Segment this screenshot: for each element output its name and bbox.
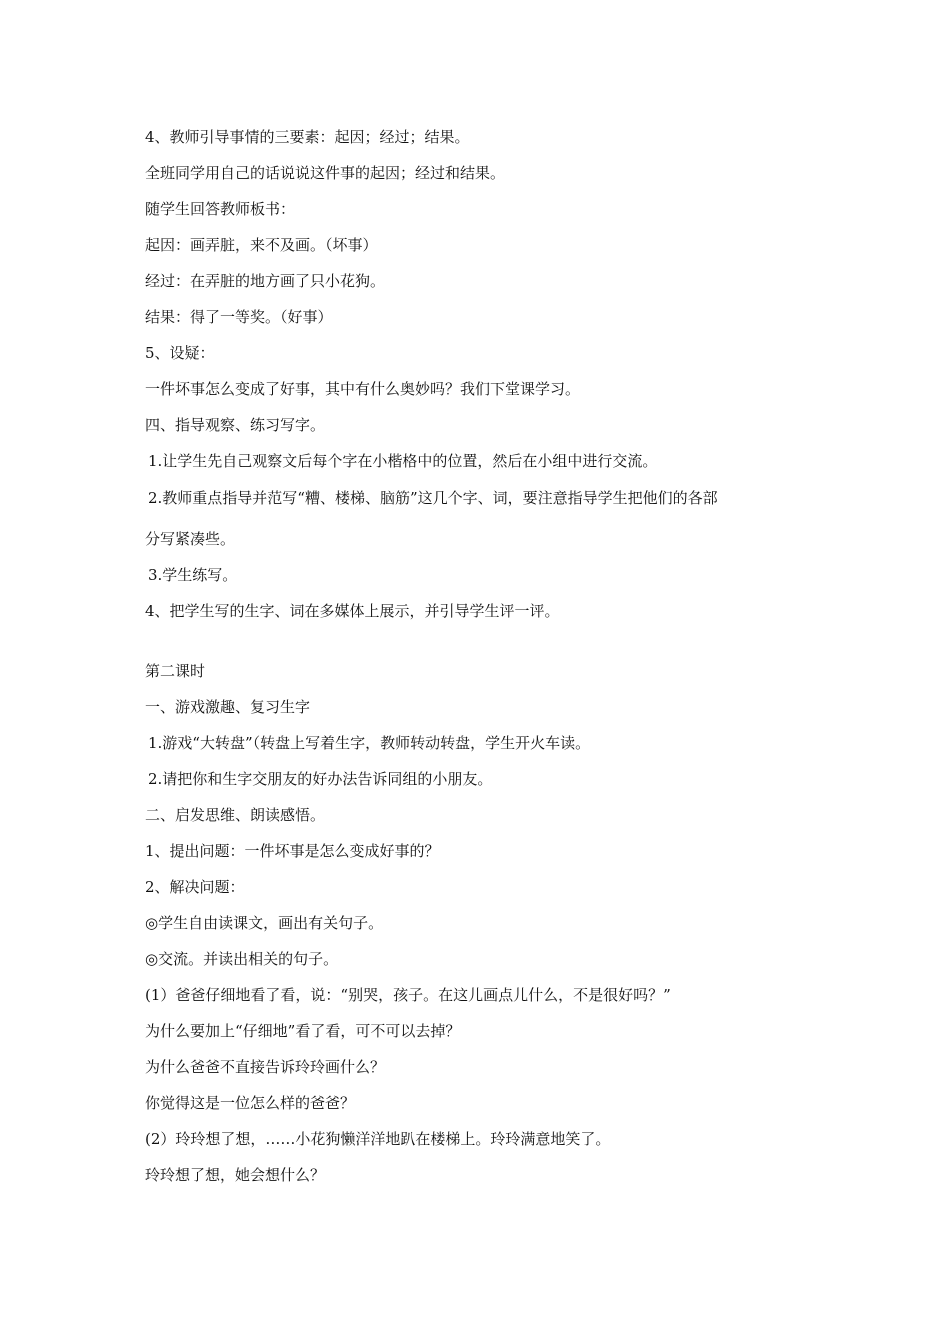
text-line: ◎学生自由读课文，画出有关句子。 xyxy=(145,914,384,932)
section-heading: 二、启发思维、朗读感悟。 xyxy=(145,806,326,824)
text-line: 经过：在弄脏的地方画了只小花狗。 xyxy=(145,272,386,290)
section-heading: 四、指导观察、练习写字。 xyxy=(145,416,326,434)
text-line: 2.请把你和生字交朋友的好办法告诉同组的小朋友。 xyxy=(148,770,493,788)
text-line: 结果：得了一等奖。（好事） xyxy=(145,308,333,326)
text-line: ◎交流。并读出相关的句子。 xyxy=(145,950,339,968)
text-line: 4、教师引导事情的三要素：起因；经过；结果。 xyxy=(145,128,470,146)
text-line: 随学生回答教师板书： xyxy=(145,200,296,218)
lesson-heading: 第二课时 xyxy=(145,662,206,680)
text-line: 一件坏事怎么变成了好事，其中有什么奥妙吗？我们下堂课学习。 xyxy=(145,380,581,398)
section-heading: 一、游戏激趣、复习生字 xyxy=(145,698,311,716)
text-line: 1.让学生先自己观察文后每个字在小楷格中的位置，然后在小组中进行交流。 xyxy=(148,452,658,470)
text-line: 你觉得这是一位怎么样的爸爸？ xyxy=(145,1094,356,1112)
text-line: (2）玲玲想了想，……小花狗懒洋洋地趴在楼梯上。玲玲满意地笑了。 xyxy=(145,1130,611,1148)
text-line: (1）爸爸仔细地看了看，说：“别哭，孩子。在这儿画点儿什么，不是很好吗？” xyxy=(145,986,671,1004)
text-line: 2、解决问题： xyxy=(145,878,245,896)
text-line: 玲玲想了想，她会想什么？ xyxy=(145,1166,326,1184)
text-line: 为什么爸爸不直接告诉玲玲画什么？ xyxy=(145,1058,386,1076)
text-line: 1.游戏“大转盘”（转盘上写着生字，教师转动转盘，学生开火车读。 xyxy=(148,734,591,752)
text-line: 1、提出问题：一件坏事是怎么变成好事的？ xyxy=(145,842,440,860)
text-line: 4、把学生写的生字、词在多媒体上展示，并引导学生评一评。 xyxy=(145,602,560,620)
text-line: 2.教师重点指导并范写“糟、楼梯、脑筋”这几个字、词，要注意指导学生把他们的各部 xyxy=(148,489,718,507)
text-line: 5、设疑： xyxy=(145,344,215,362)
text-line: 为什么要加上“仔细地”看了看，可不可以去掉？ xyxy=(145,1022,461,1040)
text-line: 全班同学用自己的话说说这件事的起因；经过和结果。 xyxy=(145,164,506,182)
text-line: 分写紧凑些。 xyxy=(145,530,236,548)
text-line: 3.学生练写。 xyxy=(148,566,238,584)
text-line: 起因：画弄脏，来不及画。（坏事） xyxy=(145,236,378,254)
